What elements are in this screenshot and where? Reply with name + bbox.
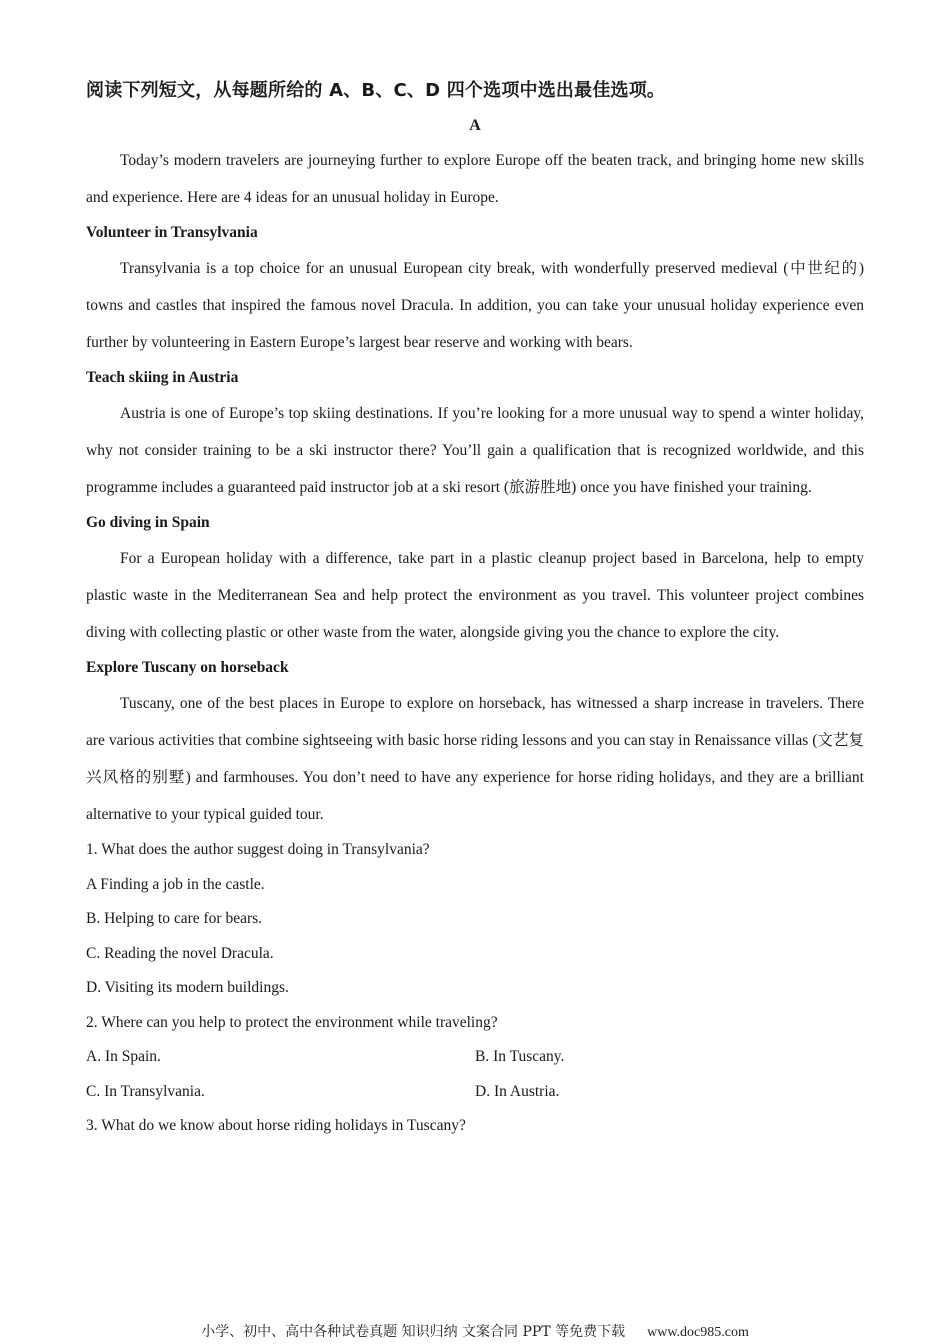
question-1-stem: 1. What does the author suggest doing in Transylvania?	[86, 841, 430, 858]
section-heading-austria: Teach skiing in Austria	[86, 369, 239, 386]
section-text-transylvania: Transylvania is a top choice for an unusual European city break, with wonderfully preserved medieval (中世纪的) towns and castles that inspired the famous novel Dracula. In addition, you can take your unusual holiday experience even further by volunteering in Eastern Europe’s largest bear reserve and working with bears.	[86, 260, 864, 351]
question-1-option-b: B. Helping to care for bears.	[86, 910, 263, 927]
question-3-stem: 3. What do we know about horse riding holidays in Tuscany?	[86, 1117, 466, 1134]
question-1-option-c: C. Reading the novel Dracula.	[86, 944, 274, 962]
question-2-option-c: C. In Transylvania.	[86, 1082, 205, 1100]
question-2-option-b: B. In Tuscany.	[475, 1048, 565, 1065]
section-text-austria: Austria is one of Europe’s top skiing destinations. If you’re looking for a more unusual way to spend a winter holiday, why not consider training to be a ski instructor there? You’ll gain a qualification that is recognized worldwide, and this programme includes a guaranteed paid instructor job at a ski resort (旅游胜地) once you have finished your training.	[86, 405, 864, 496]
section-heading-spain: Go diving in Spain	[86, 514, 210, 531]
question-2-option-d: D. In Austria.	[475, 1082, 560, 1100]
question-1-option-a: A Finding a job in the castle.	[86, 875, 265, 893]
question-2-options-row-2	[86, 1075, 864, 1110]
footer-text: 小学、初中、高中各种试卷真题 知识归纳 文案合同 PPT 等免费下载	[201, 1324, 626, 1340]
document-page	[86, 78, 864, 1144]
section-label: A	[469, 117, 481, 134]
question-2-options-row-1	[86, 1040, 864, 1075]
question-2-stem: 2. Where can you help to protect the environment while traveling?	[86, 1013, 498, 1031]
instruction-text: 阅读下列短文，从每题所给的 A、B、C、D 四个选项中选出最佳选项。	[86, 80, 666, 101]
section-text-spain: For a European holiday with a difference, take part in a plastic cleanup project based in Barcelona, help to empty plastic waste in the Mediterranean Sea and help protect the environment as you travel. This volunteer project combines diving with collecting plastic or other waste from the water, alongside giving you the chance to explore the city.	[86, 550, 864, 641]
intro-paragraph: Today’s modern travelers are journeying further to explore Europe off the beaten track, and bringing home new skills and experience. Here are 4 ideas for an unusual holiday in Europe.	[86, 152, 864, 206]
section-heading-transylvania: Volunteer in Transylvania	[86, 224, 258, 241]
footer-site-link[interactable]: www.doc985.com	[647, 1325, 749, 1340]
question-2-option-a: A. In Spain.	[86, 1048, 161, 1065]
page-footer	[0, 1322, 950, 1343]
section-heading-tuscany: Explore Tuscany on horseback	[86, 659, 289, 676]
question-1-option-d: D. Visiting its modern buildings.	[86, 979, 289, 996]
section-text-tuscany: Tuscany, one of the best places in Europe to explore on horseback, has witnessed a sharp increase in travelers. There are various activities that combine sightseeing with basic horse riding lessons and you can stay in Renaissance villas (文艺复兴风格的别墅) and farmhouses. You don’t need to have any experience for horse riding holidays, and they are a brilliant alternative to your typical guided tour.	[86, 695, 864, 823]
